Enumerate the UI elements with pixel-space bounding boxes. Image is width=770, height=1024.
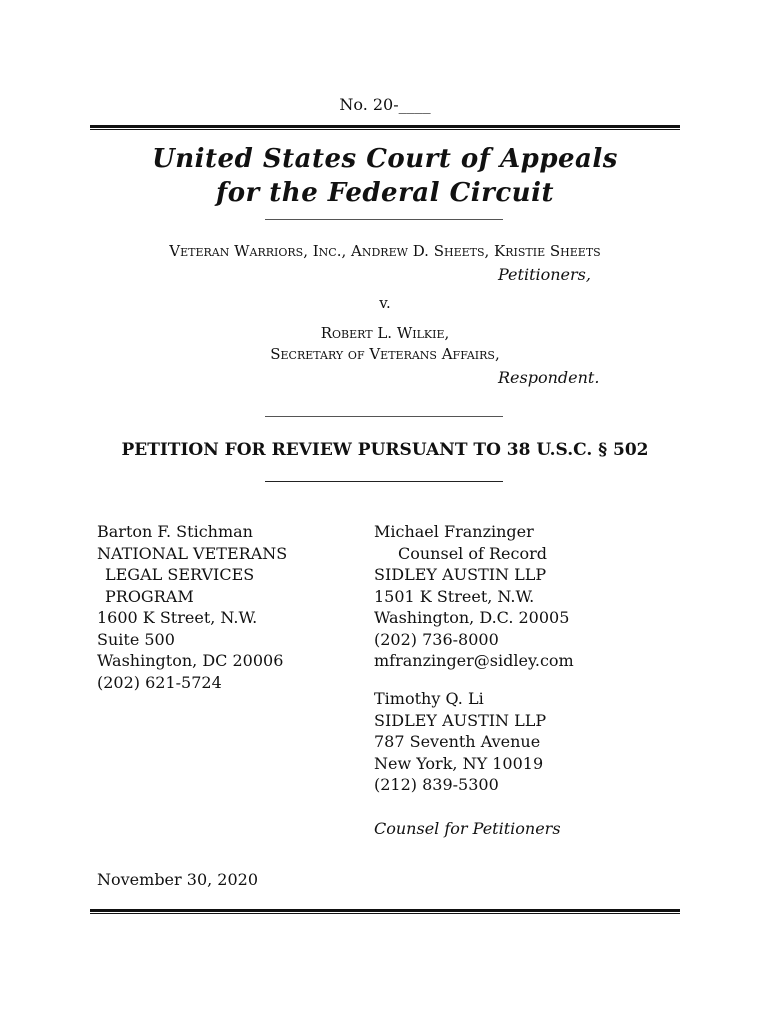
counsel-for-petitioners: Counsel for Petitioners <box>374 819 561 838</box>
counsel-line: Timothy Q. Li <box>374 689 484 708</box>
counsel-line: (212) 839-5300 <box>374 775 499 794</box>
divider-rule-1 <box>265 219 503 220</box>
respondent-role: Respondent. <box>498 368 600 387</box>
divider-rule-2 <box>265 416 503 417</box>
counsel-line: PROGRAM <box>105 586 194 606</box>
email-address: mfranzinger@sidley.com <box>374 651 574 670</box>
respondent-title: Secretary of Veterans Affairs, <box>270 345 500 363</box>
docket-number: No. 20-____ <box>339 95 431 114</box>
filing-date: November 30, 2020 <box>97 870 259 889</box>
respondent-name: Robert L. Wilkie, <box>320 324 450 342</box>
counsel-line: SIDLEY AUSTIN LLP <box>374 565 547 584</box>
petitioners-names: Veteran Warriors, Inc., Andrew D. Sheets, Kristie Sheets <box>169 242 601 260</box>
counsel-line: 1600 K Street, N.W. <box>97 608 258 627</box>
right-counsel-block-2 <box>374 688 546 796</box>
petitioners-role: Petitioners, <box>498 265 591 284</box>
court-name-line1: United States Court of Appeals <box>152 144 618 174</box>
counsel-line: Washington, DC 20006 <box>97 651 284 670</box>
counsel-line: NATIONAL VETERANS <box>97 543 288 563</box>
counsel-line: Washington, D.C. 20005 <box>374 608 570 627</box>
right-counsel-block-1 <box>374 521 574 672</box>
counsel-line: LEGAL SERVICES <box>105 565 255 584</box>
bottom-double-rule <box>90 909 680 914</box>
divider-rule-3 <box>265 481 503 482</box>
court-name <box>0 142 770 210</box>
counsel-line: Barton F. Stichman <box>97 522 253 541</box>
counsel-line: Michael Franzinger <box>374 522 534 541</box>
versus: v. <box>379 294 391 312</box>
counsel-line: 787 Seventh Avenue <box>374 732 541 751</box>
petition-title: PETITION FOR REVIEW PURSUANT TO 38 U.S.C. § 502 <box>121 440 649 460</box>
counsel-of-record: Counsel of Record <box>398 543 548 563</box>
counsel-line: New York, NY 10019 <box>374 753 544 773</box>
counsel-line: (202) 736-8000 <box>374 629 499 649</box>
court-name-line2: for the Federal Circuit <box>216 178 554 208</box>
counsel-line: SIDLEY AUSTIN LLP <box>374 710 547 730</box>
left-counsel-block <box>97 521 287 693</box>
counsel-line: Suite 500 <box>97 629 175 649</box>
counsel-line: 1501 K Street, N.W. <box>374 586 535 606</box>
counsel-line: (202) 621-5724 <box>97 672 222 692</box>
top-double-rule <box>90 125 680 130</box>
